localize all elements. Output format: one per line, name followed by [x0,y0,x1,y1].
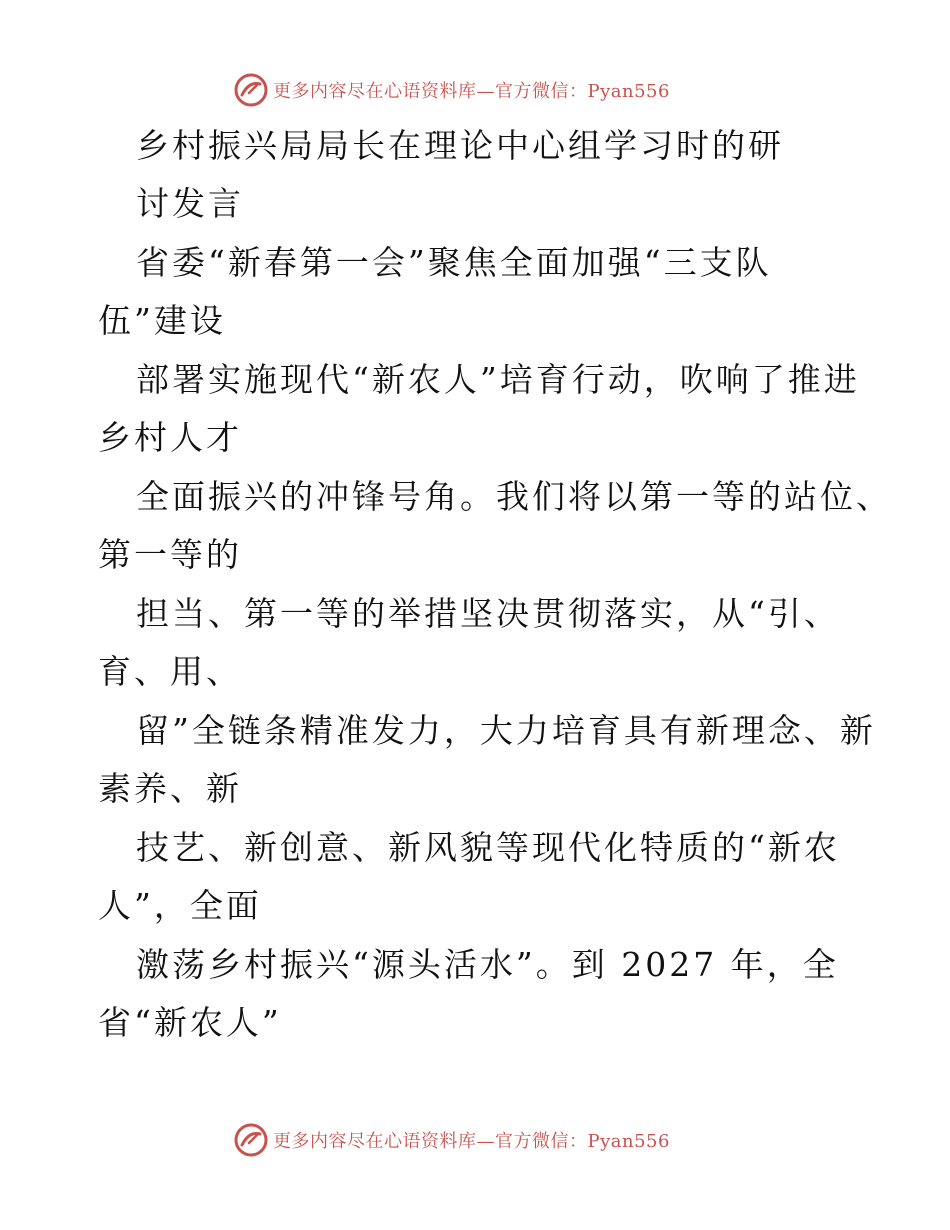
body-line: 伍”建设 [98,301,226,340]
header-watermark-banner [233,70,670,110]
banner-text: 更多内容尽在心语资料库—官方微信：Pyan556 [273,1131,670,1152]
body-line: 激荡乡村振兴“源头活水”。到 2027 年，全 [136,945,839,984]
seal-logo-icon [233,72,269,108]
body-line: 省“新农人” [98,1003,282,1042]
body-line: 人”，全面 [98,886,262,925]
title-line-2: 讨发言 [136,184,244,223]
body-line: 素养、新 [98,769,242,808]
body-line: 省委“新春第一会”聚焦全面加强“三支队 [136,243,772,282]
body-line: 育、用、 [98,652,242,691]
body-line: 第一等的 [98,535,242,574]
body-line: 担当、第一等的举措坚决贯彻落实，从“引、 [136,594,840,633]
footer-watermark-banner [233,1120,670,1160]
banner-text: 更多内容尽在心语资料库—官方微信：Pyan556 [273,81,670,102]
body-line: 乡村人才 [98,418,242,457]
body-line: 部署实施现代“新农人”培育行动，吹响了推进 [136,360,860,399]
body-line: 技艺、新创意、新风貌等现代化特质的“新农 [136,828,840,867]
seal-logo-icon [233,1122,269,1158]
title-line-1: 乡村振兴局局长在理论中心组学习时的研 [136,126,784,165]
body-line: 留”全链条精准发力，大力培育具有新理念、新 [136,711,876,750]
body-line: 全面振兴的冲锋号角。我们将以第一等的站位、 [136,477,892,516]
